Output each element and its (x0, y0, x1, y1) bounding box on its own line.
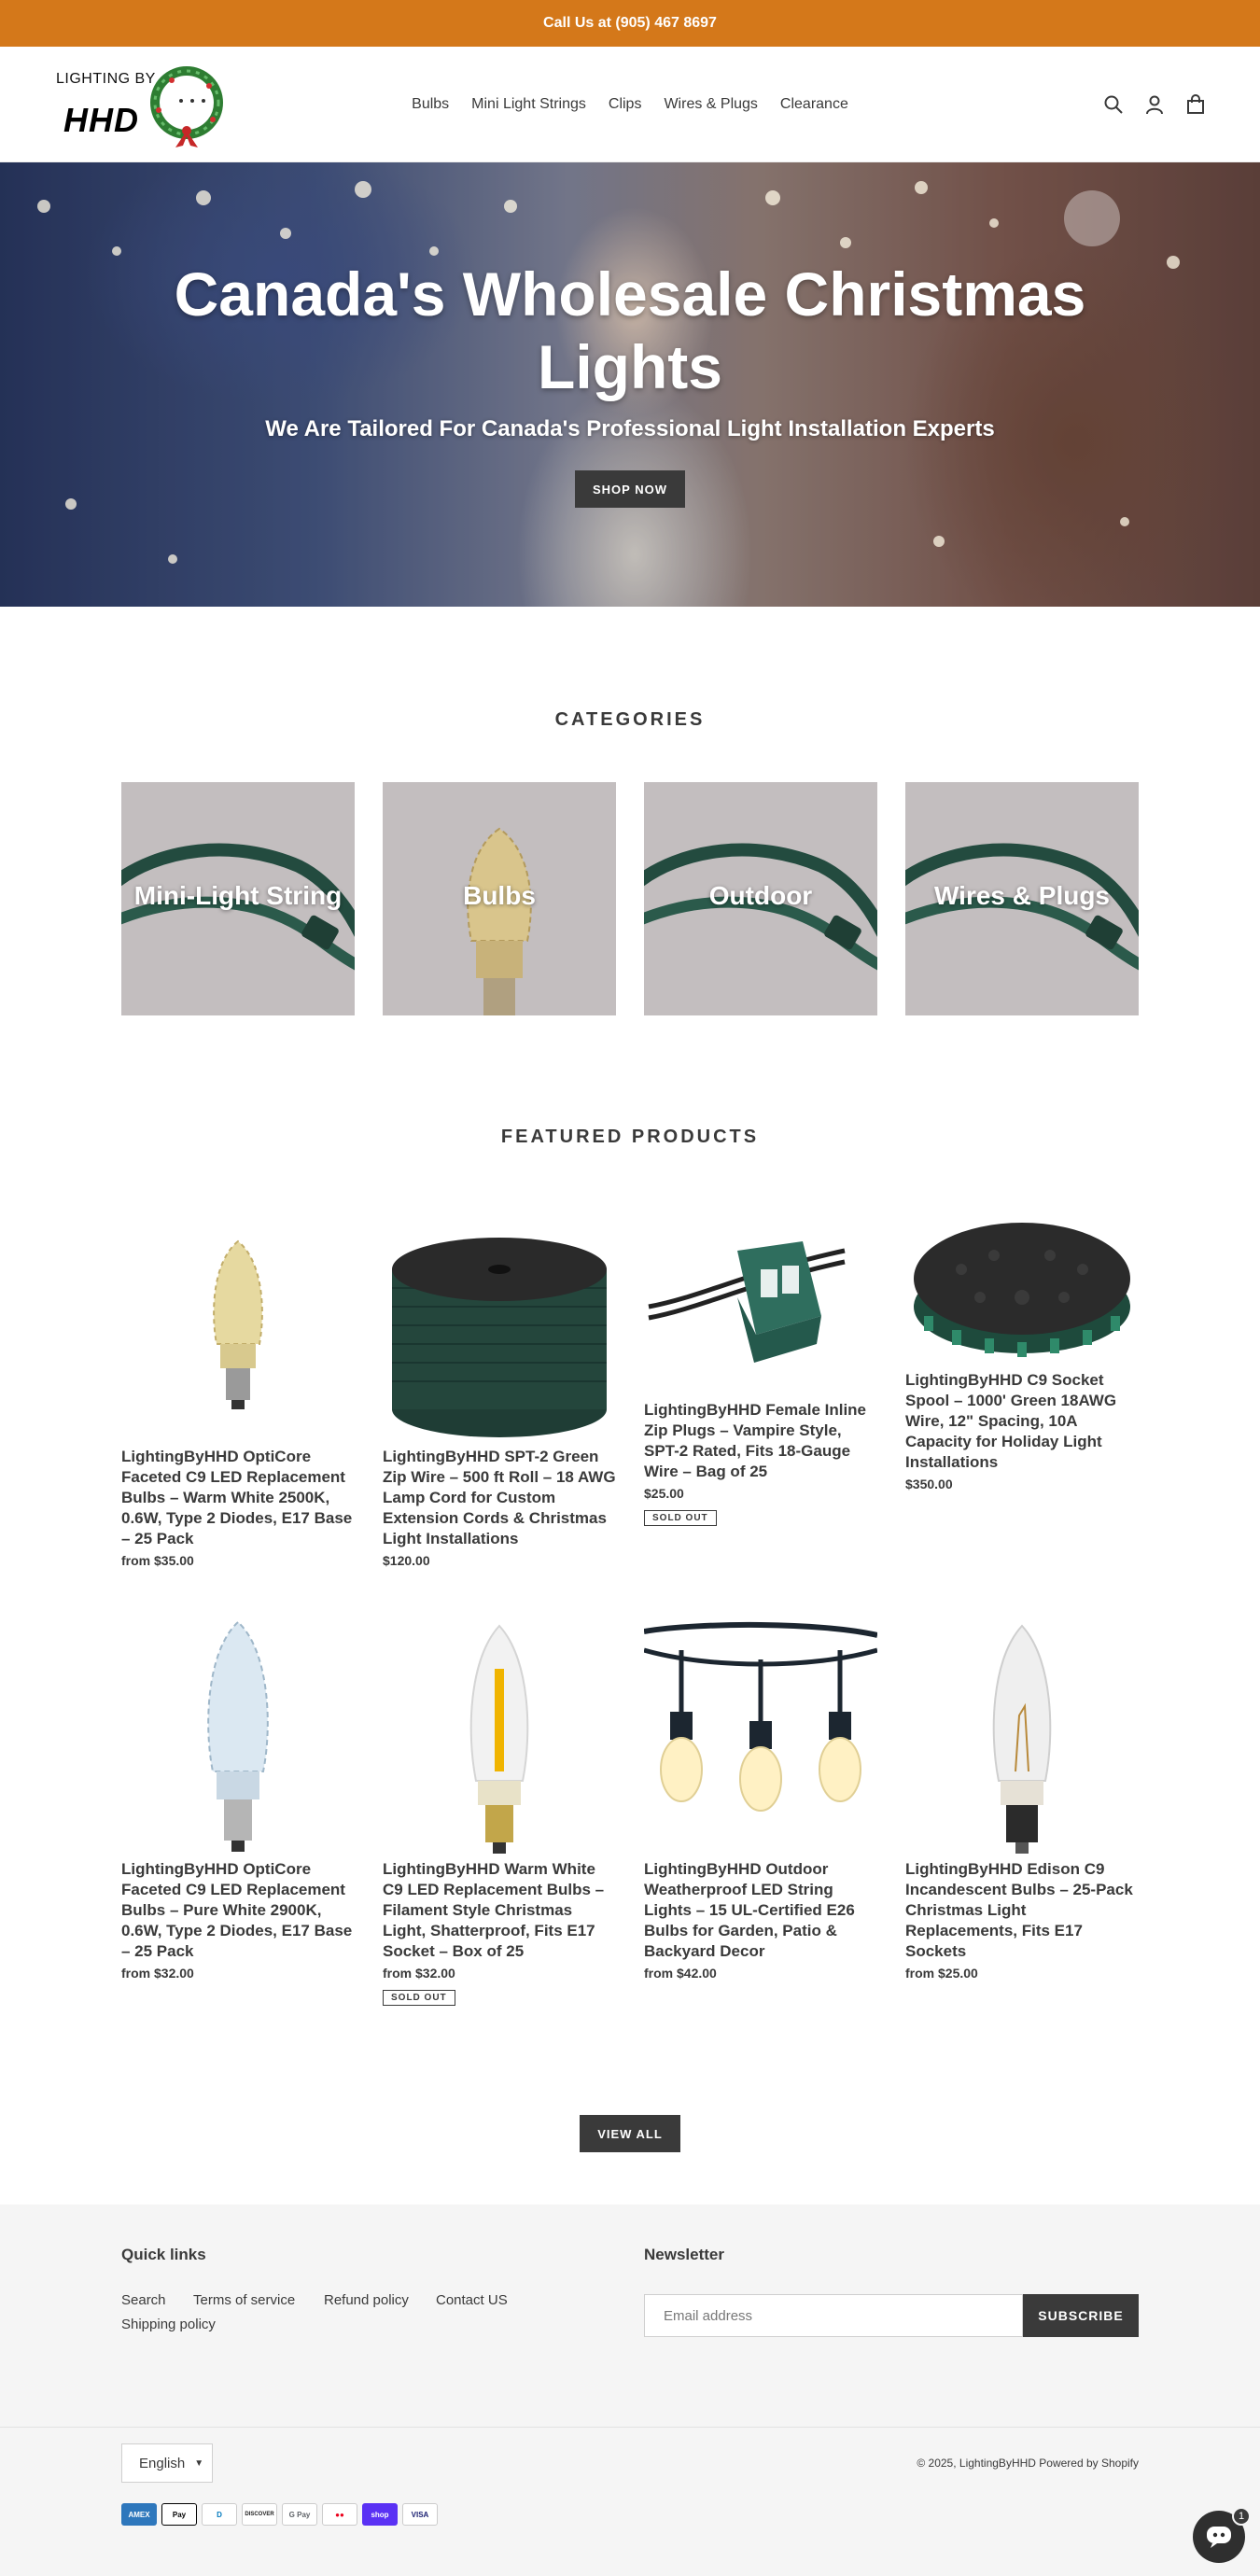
product-title[interactable]: LightingByHHD Female Inline Zip Plugs – Vampire Style, SPT-2 Rated, Fits 18-Gauge Wire – Bag of 25 (644, 1401, 867, 1480)
chat-icon (1205, 2525, 1233, 2549)
product-price: $120.00 (383, 1553, 430, 1568)
footer-link-terms[interactable]: Terms of service (193, 2292, 296, 2308)
product-title[interactable]: LightingByHHD OptiCore Faceted C9 LED Replacement Bulbs – Warm White 2500K, 0.6W, Type 2 Diodes, E17 Base – 25 Pack (121, 1448, 353, 1547)
product-price: from $25.00 (905, 1966, 978, 1981)
nav-mini-light-strings[interactable]: Mini Light Strings (471, 96, 586, 112)
product-card[interactable] (121, 1613, 355, 1981)
category-outdoor[interactable] (644, 782, 877, 1015)
featured-products-title: FEATURED PRODUCTS (500, 1127, 760, 1147)
quick-links-title: Quick links (121, 2246, 206, 2263)
nav-wires-plugs[interactable]: Wires & Plugs (664, 96, 758, 112)
nav-clearance[interactable]: Clearance (779, 96, 848, 112)
mastercard-icon: ●● (322, 2503, 357, 2526)
product-card[interactable] (383, 1613, 616, 2006)
language-select[interactable] (121, 2443, 213, 2483)
visa-icon: VISA (402, 2503, 438, 2526)
subscribe-button[interactable]: SUBSCRIBE (1023, 2294, 1139, 2337)
product-title[interactable]: LightingByHHD Edison C9 Incandescent Bulbs – 25-Pack Christmas Light Replacements, Fits E17 Sockets (905, 1860, 1133, 1960)
nav-clips[interactable]: Clips (608, 96, 642, 112)
nav-bulbs[interactable]: Bulbs (412, 96, 450, 112)
sold-out-badge: SOLD OUT (644, 1510, 717, 1526)
chevron-down-icon: ▼ (194, 2457, 204, 2469)
footer-link-shipping[interactable]: Shipping policy (121, 2317, 216, 2332)
product-image[interactable] (383, 1613, 616, 1859)
product-title[interactable]: LightingByHHD OptiCore Faceted C9 LED Replacement Bulbs – Pure White 2900K, 0.6W, Type 2 Diodes, E17 Base – 25 Pack (121, 1860, 353, 1960)
category-label: Outdoor (708, 881, 813, 910)
announcement-text: Call Us at (905) 467 8697 (543, 15, 717, 31)
footer-link-search[interactable]: Search (121, 2292, 166, 2308)
diners-club-icon: D (202, 2503, 237, 2526)
chat-notification-badge: 1 (1232, 2507, 1251, 2526)
logo-main-text: HHD (63, 101, 139, 139)
product-image[interactable] (644, 1213, 877, 1400)
product-title[interactable]: LightingByHHD Outdoor Weatherproof LED String Lights – 15 UL-Certified E26 Bulbs for Garden, Patio & Backyard Decor (644, 1860, 855, 1960)
product-title[interactable]: LightingByHHD C9 Socket Spool – 1000' Green 18AWG Wire, 12" Spacing, 10A Capacity for Holiday Light Installations (905, 1371, 1117, 1471)
product-image[interactable] (905, 1204, 1139, 1370)
search-icon[interactable] (1103, 94, 1124, 115)
category-wires-plugs[interactable] (905, 782, 1139, 1015)
hero-subtitle: We Are Tailored For Canada's Professional Light Installation Experts (265, 416, 995, 441)
discover-icon: DISCOVER (242, 2503, 277, 2526)
site-footer (0, 2205, 1260, 2576)
newsletter-title: Newsletter (644, 2246, 724, 2263)
product-image[interactable] (121, 1613, 355, 1859)
google-pay-icon: G Pay (282, 2503, 317, 2526)
language-value: English (139, 2455, 186, 2471)
product-card[interactable] (121, 1213, 355, 1568)
apple-pay-icon: Pay (161, 2503, 197, 2526)
product-image[interactable] (121, 1213, 355, 1447)
category-label: Bulbs (463, 881, 536, 910)
footer-link-refund[interactable]: Refund policy (324, 2292, 409, 2308)
logo-top-text: LIGHTING BY (56, 71, 156, 87)
product-image[interactable] (644, 1613, 877, 1859)
product-title[interactable]: LightingByHHD SPT-2 Green Zip Wire – 500 ft Roll – 18 AWG Lamp Cord for Custom Extension Cords & Christmas Light Installations (383, 1448, 616, 1547)
footer-divider (0, 2427, 1260, 2428)
categories-title: CATEGORIES (554, 709, 706, 730)
product-card[interactable] (383, 1213, 616, 1568)
category-bulbs[interactable] (383, 782, 616, 1015)
email-field[interactable]: Email address (644, 2294, 1023, 2337)
product-title[interactable]: LightingByHHD Warm White C9 LED Replacement Bulbs – Filament Style Christmas Light, Shatterproof, Fits E17 Socket – Box of 25 (383, 1860, 605, 1960)
category-mini-light-string[interactable] (121, 782, 355, 1015)
category-label: Mini-Light String (133, 881, 343, 910)
product-card[interactable] (905, 1613, 1139, 1981)
category-label: Wires & Plugs (933, 881, 1110, 910)
amex-icon: AMEX (121, 2503, 157, 2526)
product-image[interactable] (383, 1213, 616, 1447)
header-icons (1103, 47, 1206, 162)
shop-pay-icon: shop (362, 2503, 398, 2526)
account-icon[interactable] (1144, 94, 1165, 115)
hero-banner (0, 162, 1260, 607)
product-card[interactable] (644, 1613, 877, 1981)
product-price: from $42.00 (644, 1966, 717, 1981)
product-image[interactable] (905, 1613, 1139, 1859)
main-nav (0, 47, 1260, 162)
cart-icon[interactable] (1185, 94, 1206, 115)
product-price: from $35.00 (121, 1553, 194, 1568)
product-card[interactable] (644, 1213, 877, 1526)
product-card[interactable] (905, 1204, 1139, 1491)
footer-link-contact[interactable]: Contact US (436, 2292, 508, 2308)
product-price: from $32.00 (121, 1966, 194, 1981)
announcement-bar (0, 0, 1260, 47)
product-price: $25.00 (644, 1486, 684, 1501)
site-header (0, 47, 1260, 162)
sold-out-badge: SOLD OUT (383, 1990, 455, 2006)
shop-now-button[interactable]: SHOP NOW (575, 470, 685, 508)
view-all-button[interactable]: VIEW ALL (580, 2115, 680, 2152)
copyright: © 2025, LightingByHHD Powered by Shopify (917, 2457, 1139, 2470)
product-price: $350.00 (905, 1477, 953, 1491)
hero-title: Canada's Wholesale Christmas Lights (174, 259, 1086, 401)
product-price: from $32.00 (383, 1966, 455, 1981)
